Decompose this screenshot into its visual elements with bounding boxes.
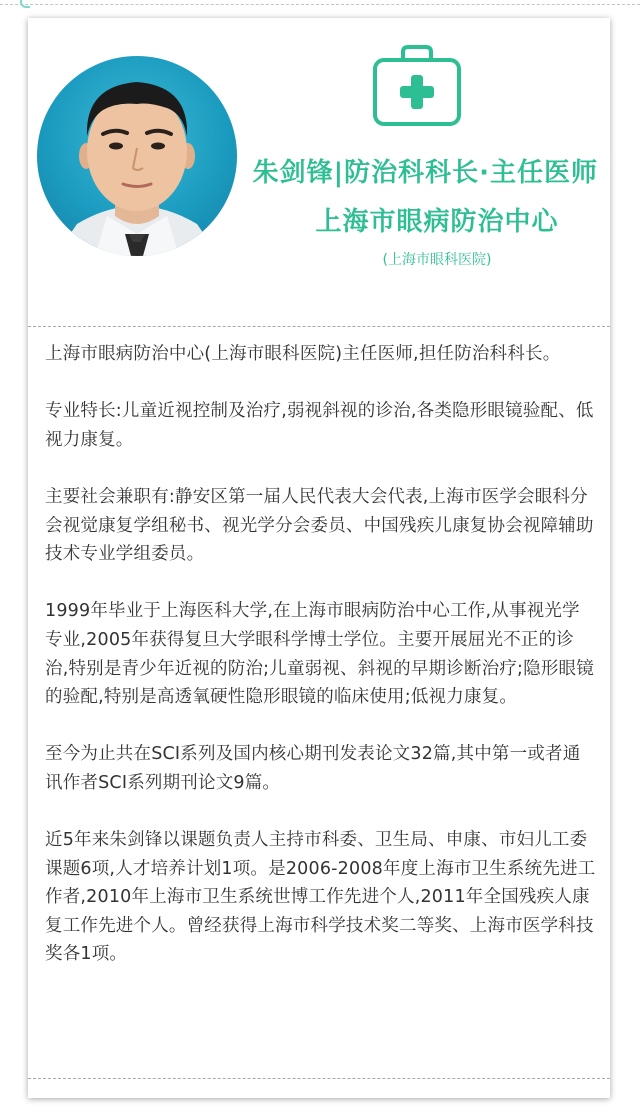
bottom-divider [28,1078,610,1079]
bio-paragraph-social-roles: 主要社会兼职有:静安区第一届人民代表大会代表,上海市医学会眼科分会视觉康复学组秘书、视光学分会委员、中国残疾儿康复协会视障辅助技术专业学组委员。 [45,486,594,565]
hospital-name: (上海市眼科医院) [382,252,492,268]
bio-paragraph-awards: 近5年来朱剑锋以课题负责人主持市科委、卫生局、申康、市妇儿工委课题6项,人才培养计划1项。是2006-2008年度上海市卫生系统先进工作者,2010年上海市卫生系统世博工作先进个人,2011年全国残疾人康复工作先进个人。曾经获得上海市科学技术奖二等奖、上海市医学科技奖各1项。 [45,830,596,965]
section-divider [28,326,610,327]
doctor-name-title: 朱剑锋|防治科科长·主任医师 [252,158,598,188]
top-divider [0,0,640,5]
bio-paragraph-publications: 至今为止共在SCI系列及国内核心期刊发表论文32篇,其中第一或者通讯作者SCI系列期刊论文9篇。 [45,744,581,793]
profile-header [28,18,610,326]
organization-name: 上海市眼病防治中心 [315,207,559,237]
first-aid-kit-icon [371,44,463,128]
corner-decoration-icon [20,0,30,8]
bio-paragraph-position: 上海市眼病防治中心(上海市眼科医院)主任医师,担任防治科科长。 [45,344,561,364]
bio-paragraph-specialty: 专业特长:儿童近视控制及治疗,弱视斜视的诊治,各类隐形眼镜验配、低视力康复。 [45,401,594,450]
bio-paragraph-education: 1999年毕业于上海医科大学,在上海市眼病防治中心工作,从事视光学专业,2005年获得复旦大学眼科学博士学位。主要开展屈光不正的诊治,特别是青少年近视的防治;儿童弱视、斜视的早期诊断治疗;隐形眼镜的验配,特别是高透氧硬性隐形眼镜的临床使用;低视力康复。 [45,601,594,708]
doctor-profile-card [28,18,610,1098]
doctor-biography [45,340,597,969]
